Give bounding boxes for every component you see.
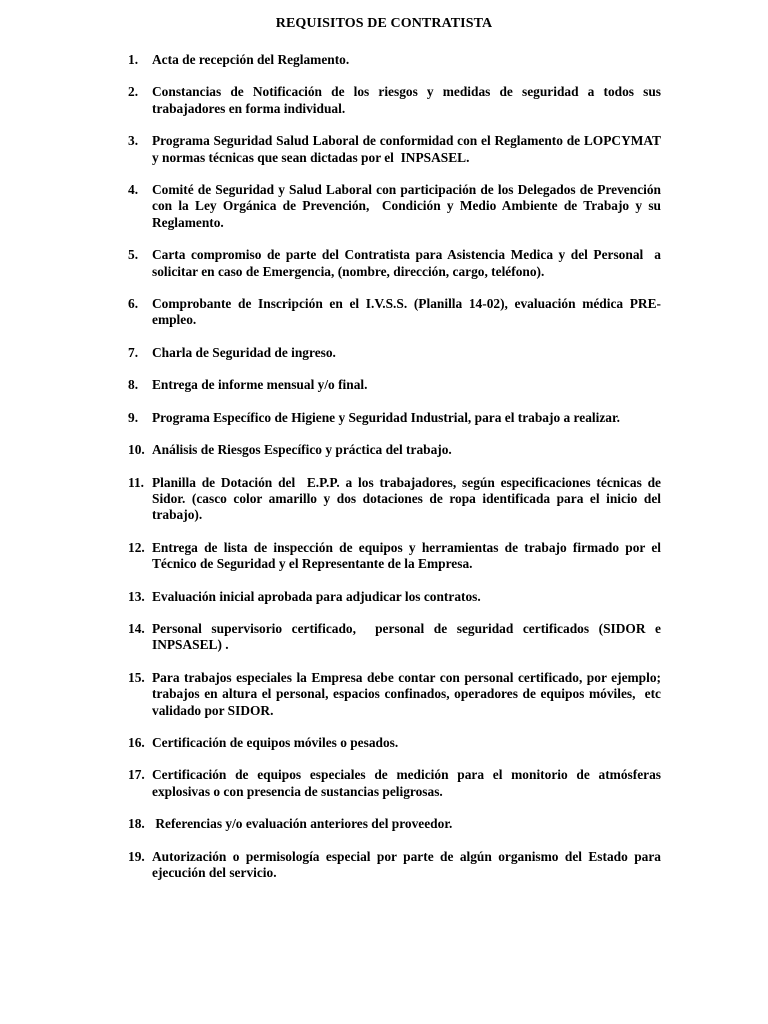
item-number: 11. (128, 474, 144, 490)
item-text: Programa Seguridad Salud Laboral de conformidad con el Reglamento de LOPCYMAT y normas técnicas que sean dictadas por el INPSASEL. (152, 133, 665, 165)
item-text: Para trabajos especiales la Empresa debe contar con personal certificado, por ejemplo; trabajos en altura el personal, espacios confinados, operadores de equipos móviles, etc validado por SIDOR. (152, 669, 665, 718)
item-number: 16. (128, 734, 145, 750)
item-text: Certificación de equipos móviles o pesados. (152, 734, 399, 750)
item-number: 15. (128, 669, 145, 685)
item-text: Constancias de Notificación de los riesgos y medidas de seguridad a todos sus trabajadores en forma individual. (152, 84, 665, 116)
list-item (128, 410, 661, 426)
list-item (128, 767, 665, 800)
item-text: Acta de recepción del Reglamento. (152, 52, 350, 67)
item-text: Entrega de lista de inspección de equipos y herramientas de trabajo firmado por el Técnico de Seguridad y el Representante de la Empresa. (152, 539, 665, 572)
item-number: 19. (128, 848, 145, 864)
item-text: Certificación de equipos especiales de medición para el monitorio de atmósferas explosivas o con presencia de sustancias peligrosas. (152, 767, 665, 799)
list-item (128, 589, 661, 605)
list-item (128, 620, 665, 654)
item-text: Personal supervisorio certificado, personal de seguridad certificados (SIDOR e INPSASEL) . (152, 620, 665, 653)
item-number: 9. (128, 409, 139, 425)
list-item (128, 182, 665, 231)
list-item (128, 848, 665, 882)
item-text: Análisis de Riesgos Específico y práctica del trabajo. (152, 442, 452, 458)
list-item (128, 669, 665, 719)
item-text: Entrega de informe mensual y/o final. (152, 377, 368, 393)
list-item (128, 133, 665, 166)
list-item (128, 816, 661, 832)
list-item (128, 345, 661, 361)
list-item (128, 735, 661, 751)
item-number: 8. (128, 377, 139, 393)
item-number: 13. (128, 588, 145, 604)
item-number: 1. (128, 52, 139, 67)
item-text: Autorización o permisología especial por parte de algún organismo del Estado para ejecución del servicio. (152, 848, 665, 880)
item-number: 5. (128, 247, 139, 263)
item-number: 10. (128, 442, 145, 458)
item-text: Charla de Seguridad de ingreso. (152, 344, 336, 360)
list-item (128, 539, 665, 573)
list-item (128, 442, 661, 458)
item-text: Planilla de Dotación del E.P.P. a los trabajadores, según especificaciones técnicas de Sidor. (casco color amarillo y dos dotaciones de ropa identificada para el inicio del trabajo). (152, 474, 665, 523)
item-number: 7. (128, 344, 139, 360)
list-item (128, 296, 661, 329)
item-text: Comité de Seguridad y Salud Laboral con participación de los Delegados de Prevención con la Ley Orgánica de Prevención, Condición y Medio Ambiente de Trabajo y su Reglamento. (152, 182, 665, 230)
item-text: Evaluación inicial aprobada para adjudicar los contratos. (152, 588, 481, 604)
document-title: REQUISITOS DE CONTRATISTA (275, 16, 493, 31)
item-text: Carta compromiso de parte del Contratista para Asistencia Medica y del Personal a solicitar en caso de Emergencia, (nombre, dirección, cargo, teléfono). (152, 247, 665, 279)
list-item (128, 84, 665, 117)
item-text: Referencias y/o evaluación anteriores del proveedor. (152, 816, 453, 832)
list-item (128, 474, 665, 524)
item-text: Programa Específico de Higiene y Seguridad Industrial, para el trabajo a realizar. (152, 409, 621, 425)
item-number: 17. (128, 767, 145, 783)
item-number: 14. (128, 620, 145, 636)
item-number: 2. (128, 84, 139, 100)
list-item (128, 52, 661, 68)
item-number: 18. (128, 816, 145, 832)
list-item (128, 377, 661, 393)
list-item (128, 247, 665, 280)
item-number: 12. (128, 539, 145, 555)
item-number: 4. (128, 182, 139, 198)
item-number: 6. (128, 296, 139, 312)
item-text: Comprobante de Inscripción en el I.V.S.S. (Planilla 14-02), evaluación médica PRE-empleo. (152, 296, 661, 328)
requirements-list (128, 52, 665, 897)
item-number: 3. (128, 133, 139, 149)
